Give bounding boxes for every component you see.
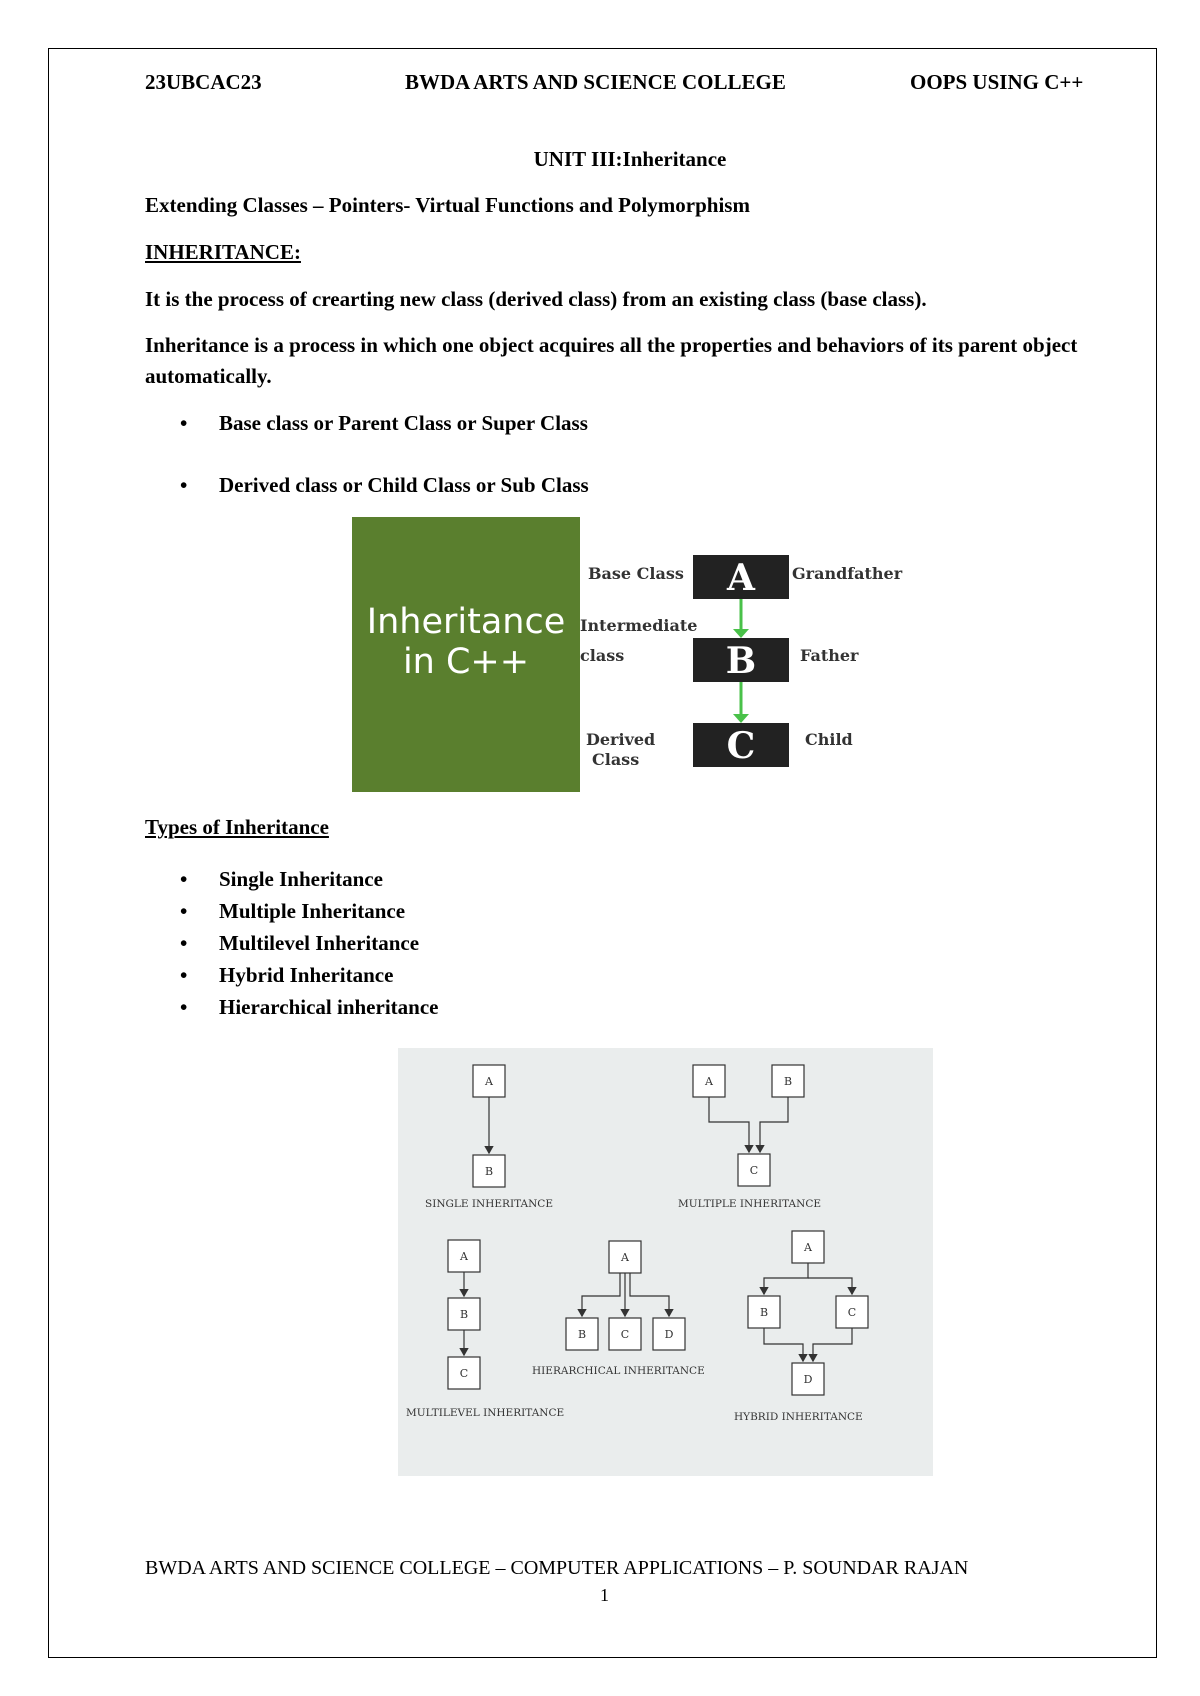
- list-item: • Base class or Parent Class or Super Class: [145, 411, 589, 436]
- father-label: Father: [800, 646, 859, 665]
- unit-subtitle: Extending Classes – Pointers- Virtual Functions and Polymorphism: [145, 193, 750, 217]
- letter-b: B: [484, 1165, 494, 1178]
- list-item: • Derived class or Child Class or Sub Class: [145, 473, 589, 498]
- list-item: • Hybrid Inheritance: [145, 959, 438, 991]
- list-item: • Multiple Inheritance: [145, 895, 438, 927]
- grandfather-label: Grandfather: [792, 564, 903, 583]
- banner-line-1: Inheritance: [366, 602, 566, 642]
- course-code: 23UBCAC23: [145, 70, 262, 94]
- derived-label-2: Class: [592, 750, 640, 769]
- letter-a: A: [705, 1075, 713, 1088]
- multiple-caption: MULTIPLE INHERITANCE: [678, 1198, 822, 1210]
- page-footer: BWDA ARTS AND SCIENCE COLLEGE – COMPUTER APPLICATIONS – P. SOUNDAR RAJAN: [145, 1557, 969, 1579]
- list-item: • Single Inheritance: [145, 863, 438, 895]
- box-a-letter: A: [727, 557, 755, 599]
- base-class-label: Base Class: [588, 564, 684, 583]
- letter-b: B: [577, 1328, 587, 1341]
- college-name: BWDA ARTS AND SCIENCE COLLEGE: [405, 70, 786, 94]
- letter-c: C: [620, 1328, 630, 1341]
- letter-a: A: [485, 1075, 493, 1088]
- letter-a: A: [804, 1241, 812, 1254]
- inheritance-heading: INHERITANCE:: [145, 240, 301, 264]
- letter-d: D: [803, 1373, 813, 1386]
- letter-d: D: [664, 1328, 674, 1341]
- inheritance-in-cpp-figure: [352, 517, 906, 792]
- hierarchical-caption: HIERARCHICAL INHERITANCE: [532, 1365, 705, 1377]
- arrow-head: [733, 629, 749, 638]
- types-list: [145, 863, 438, 1023]
- inheritance-types-figure: [398, 1048, 933, 1476]
- multilevel-caption: MULTILEVEL INHERITANCE: [406, 1407, 565, 1419]
- list-item: • Hierarchical inheritance: [145, 991, 438, 1023]
- single-caption: SINGLE INHERITANCE: [425, 1198, 553, 1210]
- box-c-letter: C: [726, 725, 756, 767]
- definition-paragraph-2: Inheritance is a process in which one object acquires all the properties and behaviors of its parent object automatically.: [145, 333, 1078, 388]
- intermediate-label-2: class: [580, 646, 625, 665]
- unit-title: UNIT III:Inheritance: [533, 147, 727, 171]
- arrow-head: [733, 714, 749, 723]
- list-item: • Multilevel Inheritance: [145, 927, 438, 959]
- hybrid-caption: HYBRID INHERITANCE: [734, 1411, 863, 1423]
- page-number: 1: [600, 1585, 609, 1605]
- banner-line-2: in C++: [402, 642, 530, 682]
- child-label: Child: [805, 730, 853, 749]
- types-heading: Types of Inheritance: [145, 815, 329, 839]
- box-b-letter: B: [725, 640, 757, 682]
- letter-a: A: [460, 1250, 468, 1263]
- intermediate-label: Intermediate: [580, 616, 698, 635]
- letter-c: C: [847, 1306, 857, 1319]
- subject-name: OOPS USING C++: [910, 70, 1084, 94]
- letter-b: B: [759, 1306, 769, 1319]
- letter-a: A: [621, 1251, 629, 1264]
- class-terms-list: [145, 411, 589, 498]
- letter-b: B: [783, 1075, 793, 1088]
- letter-c: C: [459, 1367, 469, 1380]
- definition-paragraph-1: It is the process of crearting new class (derived class) from an existing class (base class).: [145, 287, 927, 311]
- letter-c: C: [749, 1164, 759, 1177]
- letter-b: B: [459, 1308, 469, 1321]
- derived-label: Derived: [586, 730, 656, 749]
